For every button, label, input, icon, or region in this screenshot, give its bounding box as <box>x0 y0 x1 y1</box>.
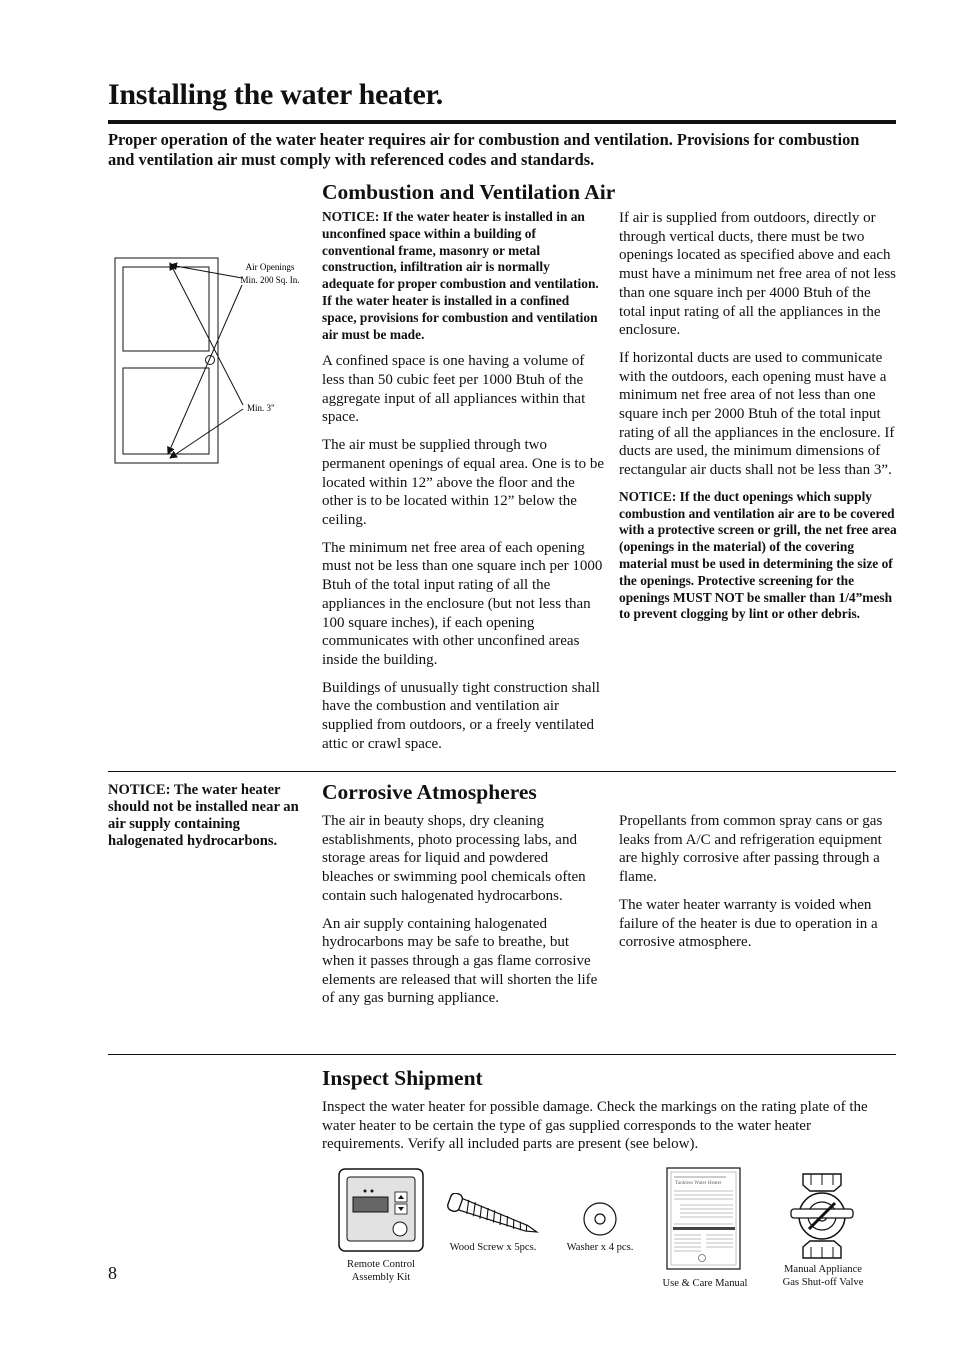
lower-panel <box>123 368 209 454</box>
manual-image <box>666 1167 742 1271</box>
upper-panel <box>123 267 209 351</box>
section-divider <box>108 771 896 772</box>
wood-screw-image <box>443 1193 543 1237</box>
label-air-openings: Air Openings <box>245 262 295 272</box>
paragraph: If air is supplied from outdoors, directly or through vertical ducts, there must be two openings located as specified above and each must have a minimum net free area of not less than one square inch per 4000 Btuh of the total input rating of all the appliances in the enclosure. <box>619 210 896 339</box>
paragraph: Propellants from common spray cans or gas leaks from A/C and refrigeration equipment are highly corrosive after passing through a flame. <box>619 813 883 886</box>
combustion-notice: NOTICE: If the water heater is installed in an unconfined space within a building of conventional frame, masonry or metal construction, infiltration air is normally adequate for proper combustion and ventilation. If the water heater is installed in a confined space, provisions for combustion and ventilation air must be made. <box>322 209 599 342</box>
arrow-lower-opening <box>168 285 242 454</box>
caption-manual: Use & Care Manual <box>662 1278 748 1289</box>
duct-screen-notice: NOTICE: If the duct openings which supply combustion and ventilation air are to be covered with a protective screen or grill, the net free area (openings in the material) of the covering material must be used in determining the size of the openings. Protective screening for the openings MUST NOT be smaller than 1/4”mesh to prevent clogging by lint or other debris. <box>619 488 897 622</box>
heading-inspect: Inspect Shipment <box>322 1066 483 1090</box>
ventilation-openings-diagram <box>110 255 310 467</box>
manual-cover-title: Tankless Water Heater <box>675 1180 722 1186</box>
arrow-lower-min <box>170 409 243 458</box>
paragraph: An air supply containing halogenated hydrocarbons may be safe to breathe, but when it passes through a gas flame corrosive elements are released that will shorten the life of any gas burning appliance. <box>322 915 598 1007</box>
heading-combustion: Combustion and Ventilation Air <box>322 180 616 204</box>
enclosure-outline <box>115 258 218 463</box>
label-min-area: Min. 200 Sq. In. <box>240 275 300 285</box>
remote-control-image <box>338 1167 426 1253</box>
inspect-column <box>322 1098 896 1163</box>
paragraph: The air must be supplied through two permanent openings of equal area. One is to be located within 12” above the floor and the other is to be located within 12” below the ceiling. <box>322 437 604 528</box>
paragraph: A confined space is one having a volume of less than 50 cubic feet per 1000 Btuh of the aggregate input of all appliances within that space. <box>322 353 586 426</box>
corrosive-left-column <box>322 812 602 1017</box>
paragraph: The minimum net free area of each opening must not be less than one square inch per 1000 Btuh of the total input rating of all the appliances in the enclosure (but not less than 100 square inches), if each opening communicates with other unconfined areas inside the building. <box>322 539 603 668</box>
intro-text: Proper operation of the water heater requires air for combustion and ventilation. Provisions for combustion and ventilation air must comply with referenced codes and standards. <box>108 130 860 169</box>
corrosive-right-column <box>619 812 899 961</box>
caption-screw: Wood Screw x 5pcs. <box>449 1242 537 1253</box>
gas-valve-image <box>789 1171 855 1259</box>
label-min-3: Min. 3" <box>247 403 275 413</box>
caption-remote-line2: Assembly Kit <box>351 1272 411 1283</box>
paragraph: Buildings of unusually tight construction shall have the combustion and ventilation air supplied from outdoors, or a freely ventilated attic or crawl space. <box>322 679 600 752</box>
caption-washer: Washer x 4 pcs. <box>566 1242 634 1253</box>
page-title: Installing the water heater. <box>108 78 443 111</box>
caption-remote <box>330 1258 432 1284</box>
paragraph: The air in beauty shops, dry cleaning establishments, photo processing labs, and storage areas for liquid and powdered bleaches or swimming pool chemicals often contain such halogenated hydrocarbons. <box>322 813 586 904</box>
section-divider <box>108 1054 896 1055</box>
paragraph: If horizontal ducts are used to communicate with the outdoors, each opening must have a minimum net free area of not less than one square inch per 2000 Btuh of the total input rating of all the appliances in the enclosure. If ducts are used, the minimum dimensions of rectangular air ducts shall not be less than 3”. <box>619 349 895 479</box>
washer-image <box>581 1200 619 1238</box>
title-rule <box>108 120 896 124</box>
paragraph: The water heater warranty is voided when failure of the heater is due to operation in a corrosive atmosphere. <box>619 896 878 951</box>
paragraph: Inspect the water heater for possible damage. Check the markings on the rating plate of the water heater to be certain the type of gas supplied corresponds to the water heater requirements. Verify all included parts are present (see below). <box>322 1099 868 1153</box>
arrow-upper-min <box>170 263 243 405</box>
caption-valve-line1: Manual Appliance <box>784 1264 862 1275</box>
caption-remote-line1: Remote Control <box>347 1259 415 1270</box>
caption-valve <box>770 1263 876 1289</box>
combustion-left-column <box>322 209 604 762</box>
caption-valve-line2: Gas Shut-off Valve <box>782 1277 864 1288</box>
heading-corrosive: Corrosive Atmospheres <box>322 780 537 804</box>
page-number: 8 <box>108 1263 117 1283</box>
halogen-notice: NOTICE: The water heater should not be installed near an air supply containing halogenated hydrocarbons. <box>108 782 299 849</box>
combustion-right-column <box>619 209 899 632</box>
